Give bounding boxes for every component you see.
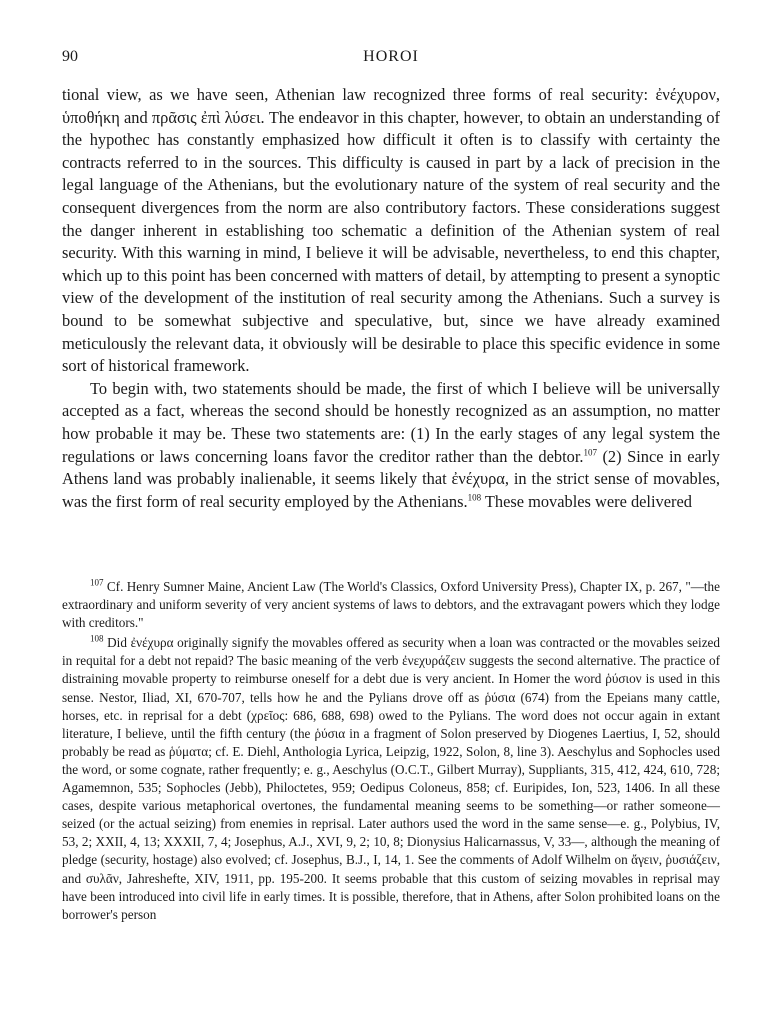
paragraph-2-part-b: (2) Since in early Athens land was probably inalienable, it seems likely that ἐνέχυρα, in the strict sense of movables, was the first form of real security employed by the Athenians. xyxy=(62,446,720,511)
paragraph-2 xyxy=(62,378,720,514)
footnote-107 xyxy=(62,578,720,632)
page-header xyxy=(62,48,720,72)
footnotes xyxy=(62,578,720,926)
footnote-108 xyxy=(62,634,720,924)
running-head: HOROI xyxy=(363,48,419,65)
paragraph-2-part-c: These movables were delivered xyxy=(481,491,692,511)
body-text xyxy=(62,84,720,513)
footnote-ref-107[interactable]: 107 xyxy=(583,447,597,458)
footnote-107-text: Cf. Henry Sumner Maine, Ancient Law (The World's Classics, Oxford University Press), Chapter IX, p. 267, "—the extraordinary and uniform severity of very ancient systems of laws to debtors, and the extravagant powers which they lodge with creditors." xyxy=(62,579,720,631)
footnote-ref-108[interactable]: 108 xyxy=(467,492,482,503)
footnote-107-mark: 107 xyxy=(90,577,104,588)
page-number: 90 xyxy=(62,48,78,65)
footnote-108-text: Did ἐνέχυρα originally signify the movables offered as security when a loan was contracted or the movables seized in requital for a debt not repaid? The basic meaning of the verb ἐνεχυράζειν suggests the second alternative. The practice of distraining movable property to reimburse oneself for a debt due is very ancient. In Homer the word ῥύσιον is used in this sense. Nestor, Iliad, XI, 670-707, tells how he and the Pylians drove off as ῥύσια (674) from the Epeians many cattle, horses, etc. in reprisal for a debt (χρεῖος: 686, 688, 698) owed to the Pylians. The word does not occur again in extant literature, I believe, until the fifth century (the ῥύσια in a fragment of Solon preserved by Diogenes Laertius, I, 52, should probably be read as ῥύματα; cf. E. Diehl, Anthologia Lyrica, Leipzig, 1922, Solon, 8, line 3). Aeschylus and Sophocles used the word, or some cognate, rather frequently; e. g., Aeschylus (O.C.T., Gilbert Murray), Suppliants, 315, 412, 424, 610, 728; Agamemnon, 535; Sophocles (Jebb), Philoctetes, 959; Oedipus Coloneus, 858; cf. Euripides, Ion, 523, 1406. In all these cases, despite various metaphorical overtones, the fundamental meaning seems to be something—or rather someone—seized (or the actual seizing) from enemies in reprisal. Later authors used the word in the same sense—e. g., Polybius, IV, 53, 2; XXII, 4, 13; XXXII, 7, 4; Josephus, A.J., XVI, 9, 2; 10, 8; Dionysius Halicarnassus, V, 33—, although the meaning of pledge (security, hostage) also evolved; cf. Josephus, B.J., I, 14, 1. See the comments of Adolf Wilhelm on ἄγειν, ῥυσιάζειν, and συλᾶν, Jahreshefte, XIV, 1911, pp. 195-200. It seems probable that this custom of seizing movables in reprisal may have been introduced into civil life in early times. It is possible, therefore, that in Athens, after Solon prohibited loans on the borrower's person xyxy=(62,635,720,922)
paragraph-1: tional view, as we have seen, Athenian law recognized three forms of real security: ἐνέχυρον, ὑποθήκη and πρᾶσις ἐπὶ λύσει. The endeavor in this chapter, however, to obtain an understanding of the hypothec has constantly emphasized how difficult it often is to classify with certainty the contracts referred to in the sources. This difficulty is caused in part by a lack of precision in the legal language of the Athenians, but the evolutionary nature of the system of real security and the consequent divergences from the norm are also contributory factors. These considerations suggest the danger inherent in establishing too schematic a definition of the Athenian system of real security. With this warning in mind, I believe it will be advisable, nevertheless, to end this chapter, which up to this point has been concerned with matters of detail, by attempting to present a synoptic view of the development of the institution of real security among the Athenians. Such a survey is bound to be somewhat subjective and speculative, but, since we have already examined meticulously the relevant data, it obviously will be desirable to place this specific evidence in some sort of historical framework. xyxy=(62,85,720,376)
footnote-108-mark: 108 xyxy=(90,633,104,644)
paragraph-2-part-a: To begin with, two statements should be made, the first of which I believe will be universally accepted as a fact, whereas the second should be honestly recognized as an assumption, no matter how probable it may be. These two statements are: (1) In the early stages of any legal system the regulations or laws concerning loans favor the creditor rather than the debtor. xyxy=(62,378,720,466)
